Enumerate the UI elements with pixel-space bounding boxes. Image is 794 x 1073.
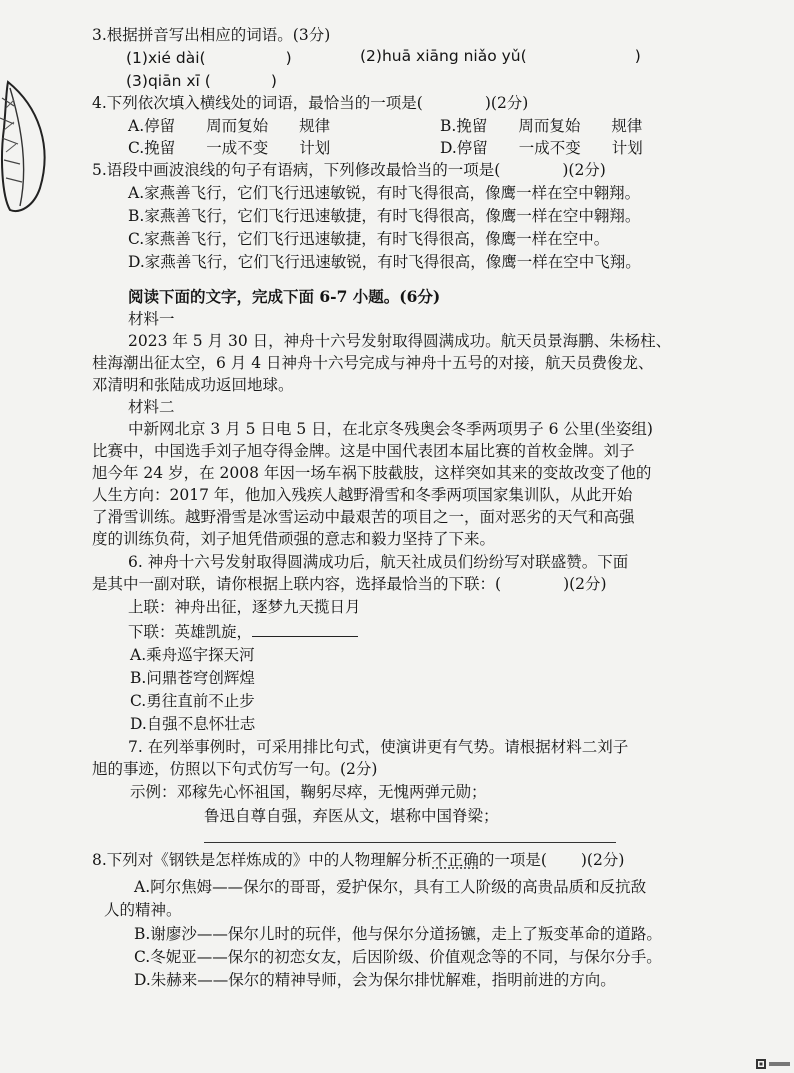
material-2-line: 旭今年 24 岁，在 2008 年因一场车祸下肢截肢，这样突如其来的变故改变了他的 <box>92 464 652 482</box>
q8-option-d: D.朱赫来——保尔的精神导师，会为保尔排忧解难，指明前进的方向。 <box>134 971 616 989</box>
q6-answer-blank[interactable] <box>252 621 358 637</box>
q4-option-d: D.停留 一成不变 计划 <box>440 139 643 157</box>
q8-option-a: A.阿尔焦姆——保尔的哥哥，爱护保尔，具有工人阶级的高贵品质和反抗敌 <box>134 878 647 896</box>
material-1-line: 2023 年 5 月 30 日，神舟十六号发射取得圆满成功。航天员景海鹏、朱杨柱、 <box>128 332 672 350</box>
q5-option-d: D.家燕善飞行，它们飞行迅速敏锐，有时飞得很高，像鹰一样在空中飞翔。 <box>128 253 641 271</box>
material-1-line: 邓清明和张陆成功返回地球。 <box>92 376 294 394</box>
q7-stem-2: 旭的事迹，仿照以下句式仿写一句。(2分) <box>92 760 378 778</box>
q3-item-1: (1)xié dài( ) <box>126 49 292 67</box>
q8-option-a-cont: 人的精神。 <box>104 901 182 919</box>
q6-option-a: A.乘舟巡宇探天河 <box>130 646 255 664</box>
q6-stem-2: 是其中一副对联，请你根据上联内容，选择最恰当的下联：( )(2分) <box>92 575 607 593</box>
q3-item-3: (3)qiān xī ( ) <box>126 72 277 90</box>
q6-option-d: D.自强不息怀壮志 <box>130 715 256 733</box>
material-2-line: 人生方向：2017 年，他加入残疾人越野滑雪和冬季两项国家集训队，从此开始 <box>92 486 633 504</box>
q5-option-a: A.家燕善飞行，它们飞行迅速敏锐，有时飞得很高，像鹰一样在空中翱翔。 <box>128 184 641 202</box>
q4-option-a: A.停留 周而复始 规律 <box>128 117 331 135</box>
watermark-icon <box>756 1059 790 1069</box>
q5-option-b: B.家燕善飞行，它们飞行迅速敏捷，有时飞得很高，像鹰一样在空中翱翔。 <box>128 207 641 225</box>
q8-title: 8.下列对《钢铁是怎样炼成的》中的人物理解分析不正确的一项是( )(2分) <box>92 851 625 869</box>
material-1-line: 桂海潮出征太空，6 月 4 日神舟十六号完成与神舟十五号的对接，航天员费俊龙、 <box>92 354 654 372</box>
q5-title: 5.语段中画波浪线的句子有语病，下列修改最恰当的一项是( )(2分) <box>92 161 606 179</box>
q4-option-b: B.挽留 周而复始 规律 <box>440 117 643 135</box>
material-2-line: 比赛中，中国选手刘子旭夺得金牌。这是中国代表团本届比赛的首枚金牌。刘子 <box>92 442 635 460</box>
q4-option-c: C.挽留 一成不变 计划 <box>128 139 331 157</box>
q6-option-b: B.问鼎苍穹创辉煌 <box>130 669 255 687</box>
q7-answer-line[interactable] <box>204 842 616 843</box>
material-2-line: 中新网北京 3 月 5 日电 5 日，在北京冬残奥会冬季两项男子 6 公里(坐姿组) <box>128 420 653 438</box>
q8-option-c: C.冬妮亚——保尔的初恋女友，后因阶级、价值观念等的不同，与保尔分手。 <box>134 948 662 966</box>
q7-stem: 7. 在列举事例时，可采用排比句式，使演讲更有气势。请根据材料二刘子 <box>128 738 629 756</box>
q6-upper-couplet: 上联：神舟出征，逐梦九天揽日月 <box>128 598 361 616</box>
q4-title: 4.下列依次填入横线处的词语，最恰当的一项是( )(2分) <box>92 94 529 112</box>
material-2-title: 材料二 <box>128 398 175 416</box>
reading-intro: 阅读下面的文字，完成下面 6-7 小题。(6分) <box>128 287 441 306</box>
q6-option-c: C.勇往直前不止步 <box>130 692 255 710</box>
material-1-title: 材料一 <box>128 310 175 328</box>
q3-title: 3.根据拼音写出相应的词语。(3分) <box>92 26 331 44</box>
leaf-doodle-icon <box>0 78 60 218</box>
q7-example-2: 鲁迅自尊自强，弃医从文，堪称中国脊梁； <box>204 807 499 825</box>
q7-example-1: 示例：邓稼先心怀祖国，鞠躬尽瘁，无愧两弹元勋； <box>130 783 487 801</box>
q6-lower-couplet: 下联：英雄凯旋， <box>128 621 358 642</box>
material-2-line: 了滑雪训练。越野滑雪是冰雪运动中最艰苦的项目之一，面对恶劣的天气和高强 <box>92 508 635 526</box>
material-2-line: 度的训练负荷，刘子旭凭借顽强的意志和毅力坚持了下来。 <box>92 530 496 548</box>
q8-option-b: B.谢廖沙——保尔儿时的玩伴，他与保尔分道扬镳，走上了叛变革命的道路。 <box>134 925 662 943</box>
q6-stem: 6. 神舟十六号发射取得圆满成功后，航天社成员们纷纷写对联盛赞。下面 <box>128 553 629 571</box>
q5-option-c: C.家燕善飞行，它们飞行迅速敏捷，有时飞得很高，像鹰一样在空中。 <box>128 230 610 248</box>
q3-item-2: (2)huā xiāng niǎo yǔ( ) <box>360 47 641 65</box>
